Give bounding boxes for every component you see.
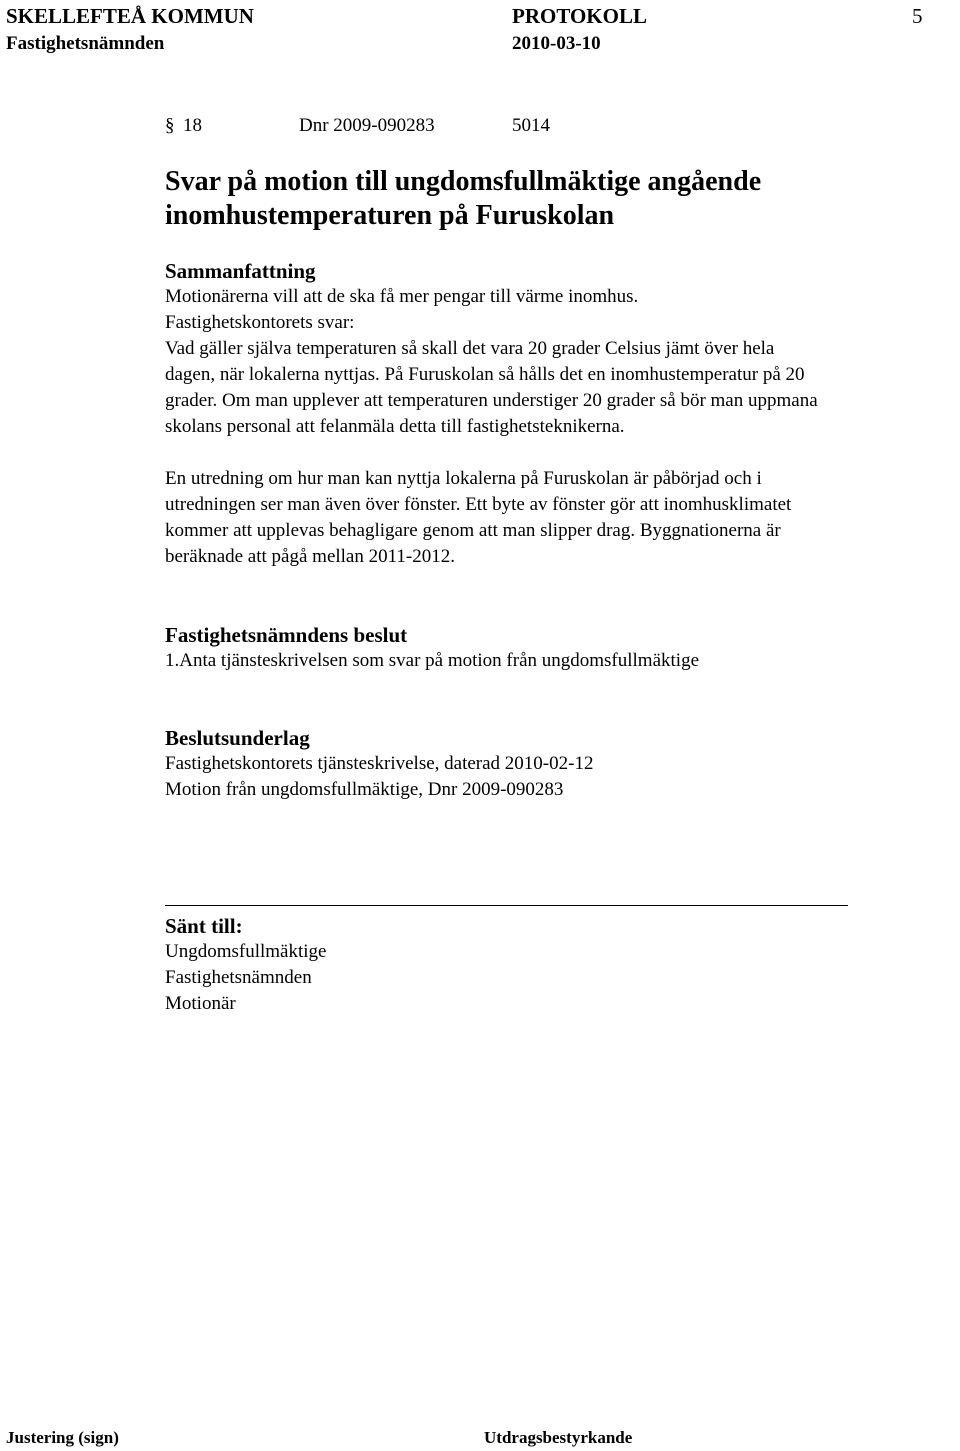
- summary-heading: Sammanfattning: [165, 259, 316, 283]
- meeting-date: 2010-03-10: [512, 33, 601, 54]
- board-name: Fastighetsnämnden: [6, 33, 165, 54]
- item-dnr: Dnr 2009-090283: [299, 115, 435, 136]
- recipient: Ungdomsfullmäktige: [165, 941, 327, 962]
- summary-line: En utredning om hur man kan nyttja lokalerna på Furuskolan är påbörjad och i: [165, 468, 762, 489]
- recipient: Fastighetsnämnden: [165, 967, 312, 988]
- basis-heading: Beslutsunderlag: [165, 726, 310, 750]
- summary-line: dagen, när lokalerna nyttjas. På Furuskolan så hålls det en inomhustemperatur på 20: [165, 364, 805, 385]
- item-title-line-2: inomhustemperaturen på Furuskolan: [165, 200, 615, 231]
- footer-justering: Justering (sign): [6, 1428, 119, 1447]
- decision-heading: Fastighetsnämndens beslut: [165, 623, 408, 647]
- summary-line: skolans personal att felanmäla detta till fastighetsteknikerna.: [165, 416, 625, 437]
- footer-utdrag: Utdragsbestyrkande: [484, 1428, 633, 1447]
- page-number: 5: [912, 4, 923, 28]
- document-type: PROTOKOLL: [512, 4, 647, 28]
- summary-line: Vad gäller själva temperaturen så skall det vara 20 grader Celsius jämt över hela: [165, 338, 775, 359]
- summary-line: Fastighetskontorets svar:: [165, 312, 355, 333]
- summary-line: kommer att upplevas behagligare genom att man slipper drag. Byggnationerna är: [165, 520, 781, 541]
- item-title-line-1: Svar på motion till ungdomsfullmäktige angående: [165, 166, 762, 197]
- item-number: 18: [183, 115, 202, 136]
- summary-line: beräknade att pågå mellan 2011-2012.: [165, 546, 455, 567]
- summary-line: Motionärerna vill att de ska få mer pengar till värme inomhus.: [165, 286, 639, 307]
- item-code: 5014: [512, 115, 550, 136]
- summary-line: grader. Om man upplever att temperaturen understiger 20 grader så bör man uppmana: [165, 390, 818, 411]
- summary-paragraph-2: [165, 466, 925, 570]
- decision-text: 1.Anta tjänsteskrivelsen som svar på motion från ungdomsfullmäktige: [165, 650, 700, 671]
- summary-line: utredningen ser man även över fönster. Ett byte av fönster gör att inomhusklimatet: [165, 494, 792, 515]
- municipality-name: SKELLEFTEÅ KOMMUN: [6, 4, 254, 28]
- signature-line: [165, 905, 848, 906]
- recipient: Motionär: [165, 993, 236, 1014]
- summary-paragraph-1: [165, 284, 925, 440]
- sent-to-heading: Sänt till:: [165, 914, 243, 938]
- section-sign: §: [165, 115, 175, 136]
- basis-item: Motion från ungdomsfullmäktige, Dnr 2009-090283: [165, 779, 564, 800]
- basis-item: Fastighetskontorets tjänsteskrivelse, daterad 2010-02-12: [165, 753, 594, 774]
